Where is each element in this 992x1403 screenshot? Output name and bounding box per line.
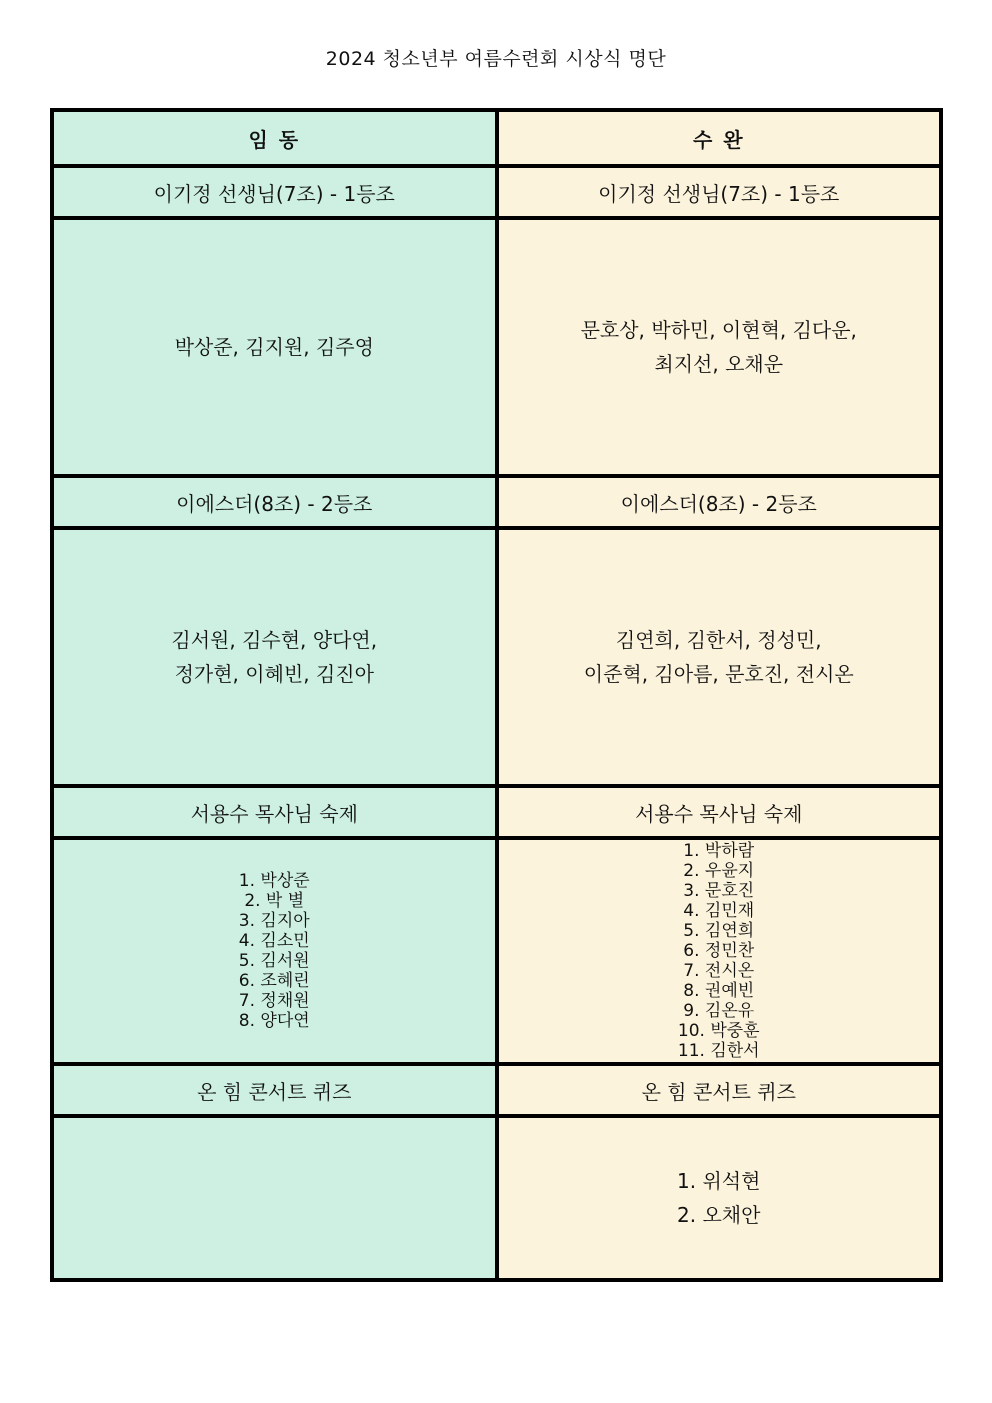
name-line: 이준혁, 김아름, 문호진, 전시온 (583, 662, 854, 686)
header-row (52, 110, 941, 166)
section-names-row (52, 528, 941, 786)
list-cell-left (52, 838, 497, 1064)
document-title: 2024 청소년부 여름수련회 시상식 명단 (325, 48, 667, 70)
awards-table (50, 108, 943, 1282)
list-item: 1. 박상준 (238, 871, 310, 891)
section-title-row (52, 1064, 941, 1116)
list-item: 8. 권예빈 (683, 981, 755, 1001)
names-cell-right (497, 218, 942, 476)
list-item: 7. 전시온 (683, 961, 755, 981)
list-item: 6. 조혜린 (238, 971, 310, 991)
list-item: 11. 김한서 (677, 1041, 760, 1061)
column-header-left: 임 동 (52, 110, 497, 166)
list-cell-left (52, 1116, 497, 1280)
section-names-row (52, 218, 941, 476)
name-line: 김연희, 김한서, 정성민, (615, 628, 822, 652)
section-title-row (52, 476, 941, 528)
list-item: 8. 양다연 (238, 1011, 310, 1031)
list-item: 2. 우윤지 (683, 861, 755, 881)
names-cell-right (497, 528, 942, 786)
section-title-left: 온 힘 콘서트 퀴즈 (52, 1064, 497, 1116)
section-list-row (52, 1116, 941, 1280)
name-line: 문호상, 박하민, 이현혁, 김다운, (580, 318, 857, 342)
list-cell-right (497, 838, 942, 1064)
list-item: 7. 정채원 (238, 991, 310, 1011)
section-title-left: 서용수 목사님 숙제 (52, 786, 497, 838)
list-item: 1. 박하람 (683, 841, 755, 861)
names-cell-left (52, 528, 497, 786)
list-item: 1. 위석현 (677, 1169, 761, 1193)
list-item: 3. 김지아 (238, 911, 310, 931)
section-title-row (52, 786, 941, 838)
list-item: 2. 오채안 (677, 1203, 761, 1227)
list-item: 4. 김민재 (683, 901, 755, 921)
list-item: 6. 정민찬 (683, 941, 755, 961)
list-item: 5. 김연희 (683, 921, 755, 941)
name-line: 최지선, 오채운 (654, 352, 784, 376)
name-line: 정가현, 이혜빈, 김진아 (174, 662, 374, 686)
list-item: 4. 김소민 (238, 931, 310, 951)
name-line: 김서원, 김수현, 양다연, (171, 628, 378, 652)
list-item: 5. 김서원 (238, 951, 310, 971)
names-cell-left (52, 218, 497, 476)
section-title-left: 이기정 선생님(7조) - 1등조 (52, 166, 497, 218)
column-header-right: 수 완 (497, 110, 942, 166)
section-title-right: 서용수 목사님 숙제 (497, 786, 942, 838)
section-title-right: 이에스더(8조) - 2등조 (497, 476, 942, 528)
list-item: 3. 문호진 (683, 881, 755, 901)
list-cell-right (497, 1116, 942, 1280)
name-line: 박상준, 김지원, 김주영 (174, 335, 374, 359)
section-title-left: 이에스더(8조) - 2등조 (52, 476, 497, 528)
section-list-row (52, 838, 941, 1064)
list-item: 10. 박중훈 (677, 1021, 760, 1041)
section-title-right: 온 힘 콘서트 퀴즈 (497, 1064, 942, 1116)
section-title-right: 이기정 선생님(7조) - 1등조 (497, 166, 942, 218)
list-item: 2. 박 별 (244, 891, 305, 911)
list-item: 9. 김온유 (683, 1001, 755, 1021)
section-title-row (52, 166, 941, 218)
